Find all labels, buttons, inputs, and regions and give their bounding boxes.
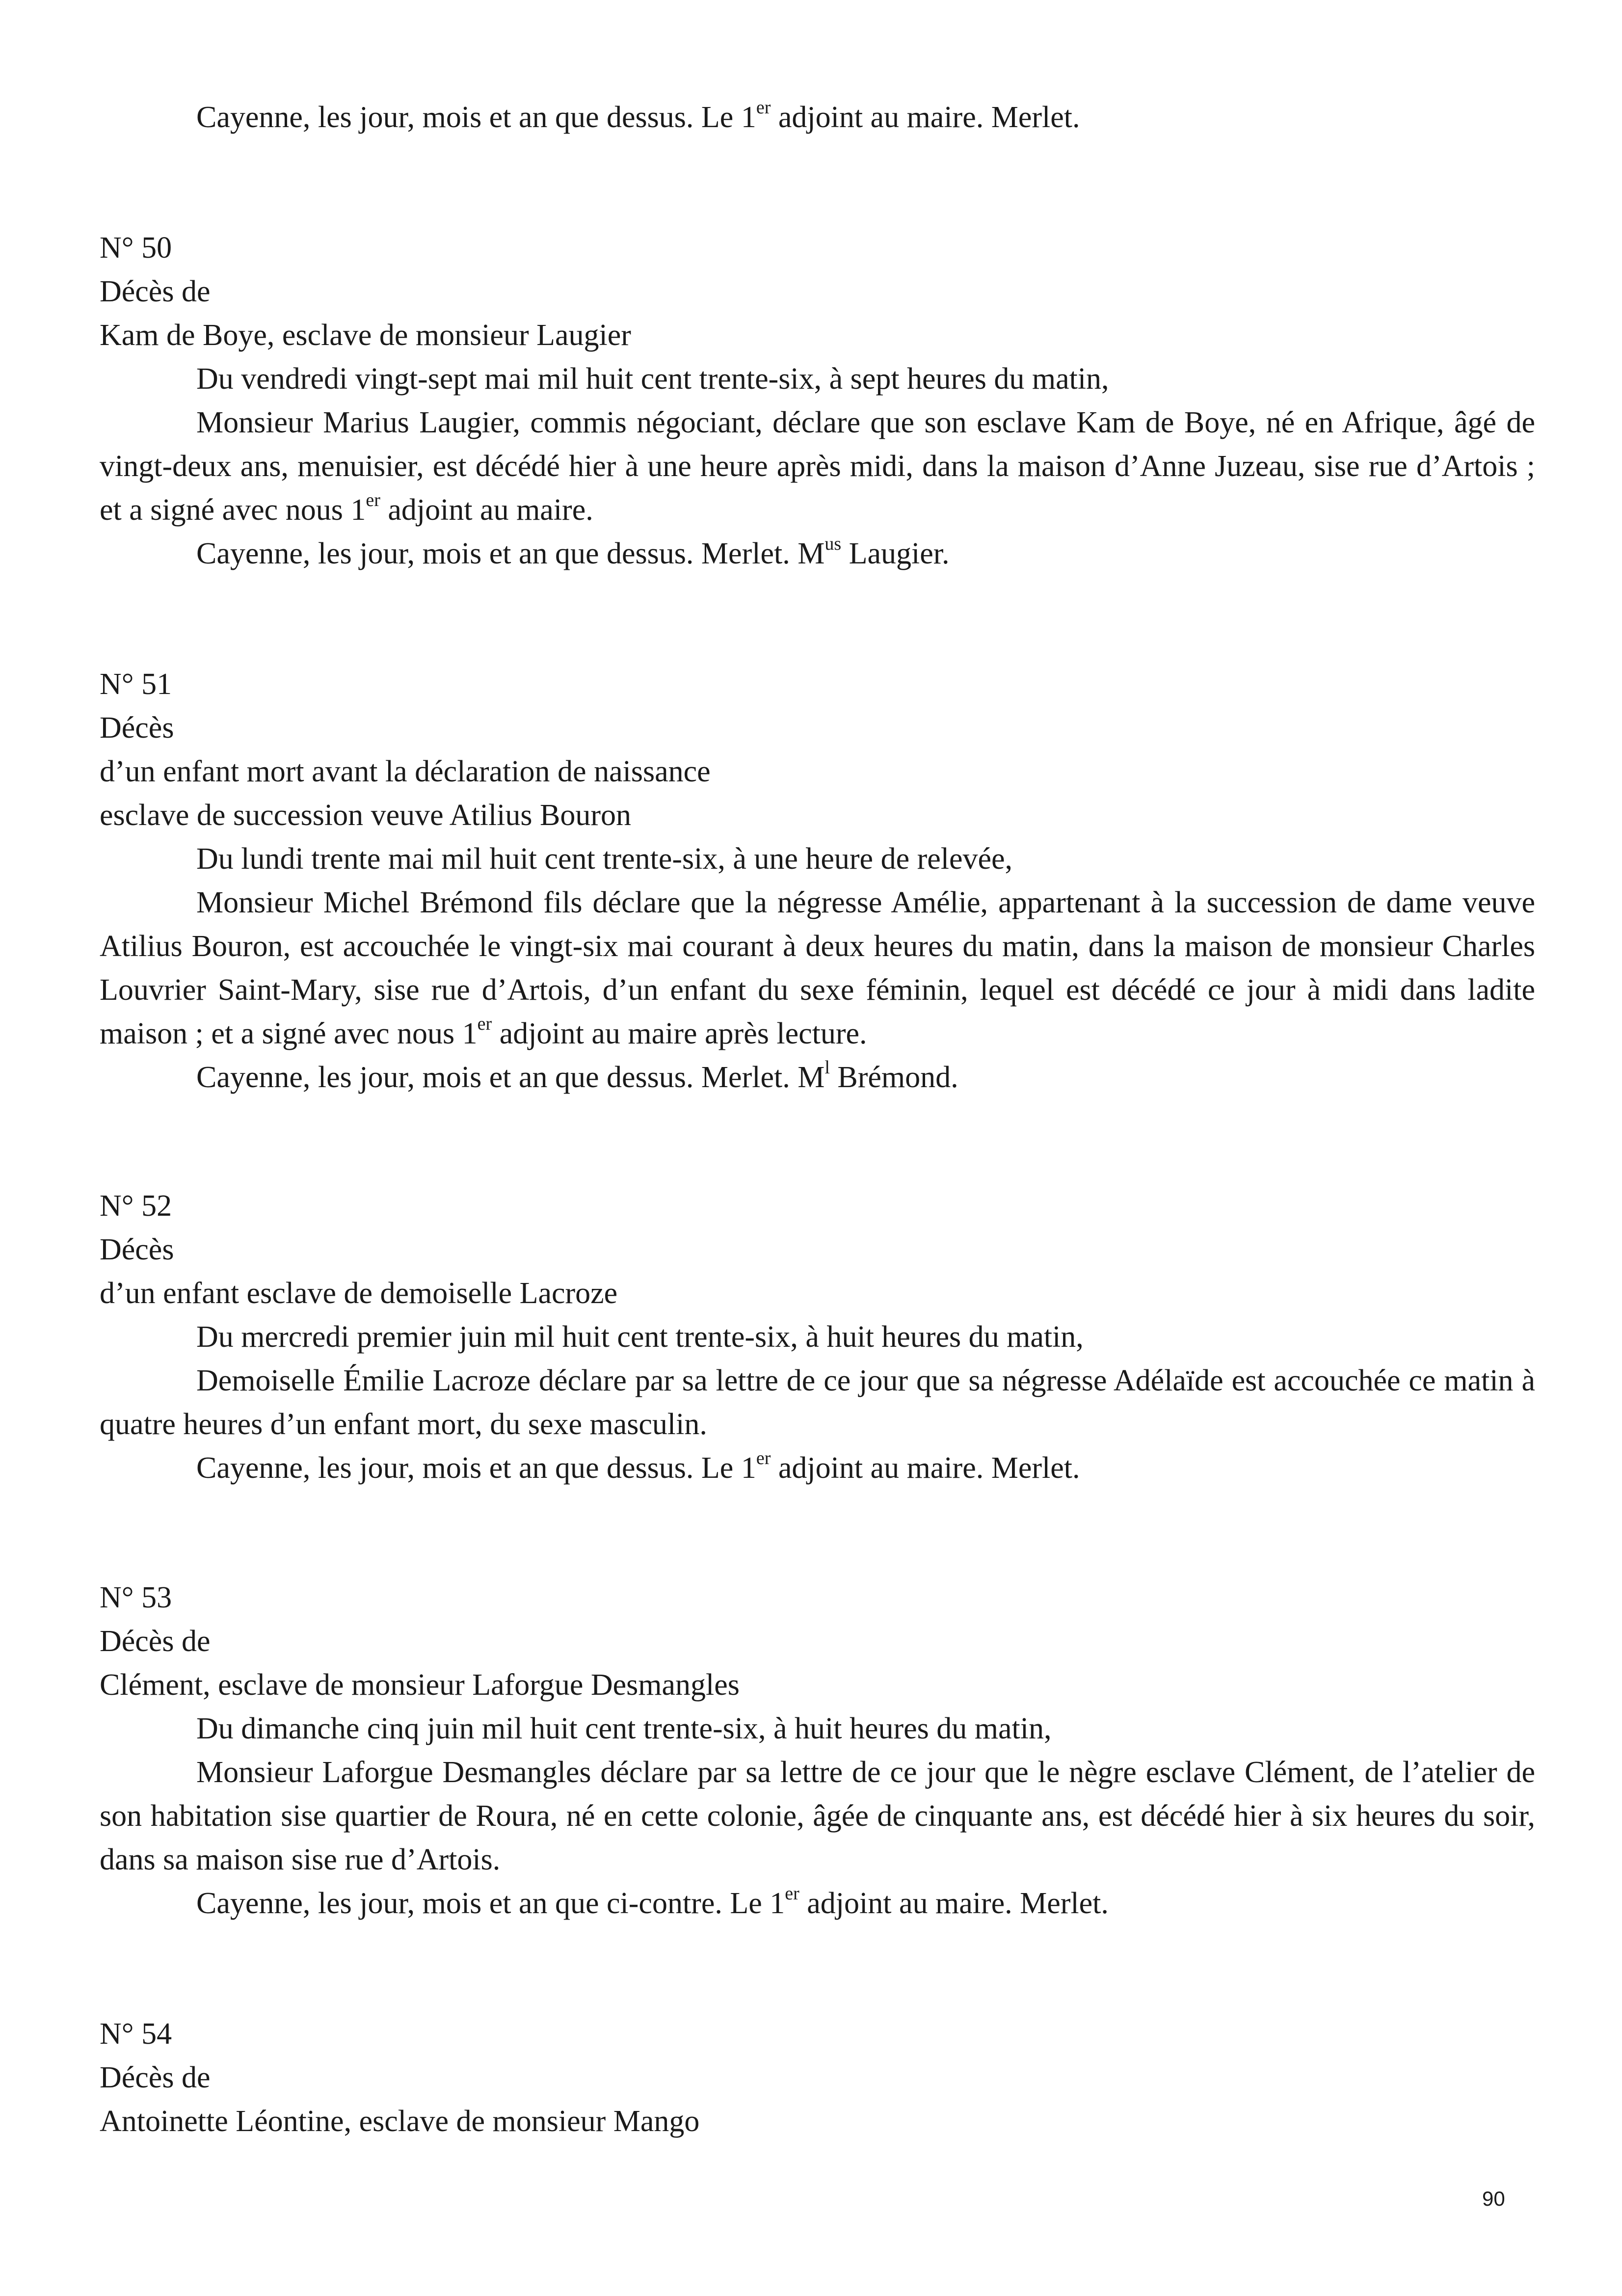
entry-52 — [100, 1184, 1535, 1490]
entry-body — [100, 881, 1535, 1056]
closing-text-end: adjoint au maire. Merlet. — [799, 1887, 1109, 1920]
entry-body-text: Monsieur Laforgue Desmangles déclare par sa lettre de ce jour que le nègre esclave Clément, de l’atelier de son habitation sise quartier de Roura, né en cette colonie, âgée de cinquante ans, est décédé hier à six heures du soir, dans sa maison sise rue d’Artois. — [100, 1756, 1535, 1876]
entry-number: N° 51 — [100, 667, 172, 701]
entry-closing — [100, 1056, 1535, 1099]
closing-text-end: adjoint au maire. Merlet. — [771, 1451, 1080, 1485]
entry-subject: Kam de Boye, esclave de monsieur Laugier — [100, 319, 631, 352]
entry-date-line: Du dimanche cinq juin mil huit cent trente-six, à huit heures du matin, — [196, 1712, 1052, 1745]
entry-body-text: Monsieur Marius Laugier, commis négociant, déclare que son esclave Kam de Boye, né en Afrique, âgé de vingt-deux ans, menuisier, est décédé hier à une heure après midi, dans la maison d’Anne Juzeau, sise rue d’Artois ; et a signé avec nous 1 — [100, 406, 1535, 527]
entry-body — [100, 1751, 1535, 1882]
entry-number: N° 53 — [100, 1581, 172, 1614]
superscript: er — [785, 1883, 799, 1904]
superscript: er — [477, 1014, 492, 1035]
entry-number: N° 50 — [100, 231, 172, 265]
entry-50 — [100, 226, 1535, 576]
entry-body — [100, 1359, 1535, 1446]
closing-text-end: Brémond. — [829, 1061, 958, 1094]
entry-date-line: Du vendredi vingt-sept mai mil huit cent trente-six, à sept heures du matin, — [196, 362, 1109, 396]
entry-closing — [100, 1882, 1535, 1925]
closing-text: Cayenne, les jour, mois et an que dessus. Merlet. M — [196, 537, 825, 570]
entry-body-text: Monsieur Michel Brémond fils déclare que la négresse Amélie, appartenant à la succession de dame veuve Atilius Bouron, est accouchée le vingt-six mai courant à deux heures du matin, dans la maison de monsieur Charles Louvrier Saint-Mary, sise rue d’Artois, d’un enfant du sexe féminin, lequel est décédé ce jour à midi dans ladite maison ; et a signé avec nous 1 — [100, 886, 1535, 1050]
closing-text-end: Laugier. — [841, 537, 950, 570]
entry-body — [100, 401, 1535, 532]
entry-heading: Décès de — [100, 1625, 211, 1658]
opening-closing-block — [100, 96, 1535, 139]
entry-heading: Décès — [100, 711, 174, 745]
entry-heading: Décès de — [100, 2061, 211, 2094]
superscript: er — [756, 1448, 771, 1469]
entry-heading: Décès de — [100, 275, 211, 308]
entry-53 — [100, 1576, 1535, 1925]
closing-text: Cayenne, les jour, mois et an que ci-contre. Le 1 — [196, 1887, 785, 1920]
entry-subject: d’un enfant esclave de demoiselle Lacroze — [100, 1277, 618, 1310]
entry-heading: Décès — [100, 1233, 174, 1266]
entry-closing — [100, 532, 1535, 576]
entry-subject: Antoinette Léontine, esclave de monsieur Mango — [100, 2105, 700, 2138]
entry-date-line: Du lundi trente mai mil huit cent trente-six, à une heure de relevée, — [196, 842, 1013, 876]
closing-line — [100, 96, 1535, 139]
page-number: 90 — [1482, 2187, 1505, 2210]
entry-number: N° 54 — [100, 2017, 172, 2051]
entry-number: N° 52 — [100, 1189, 172, 1223]
entry-subject: Clément, esclave de monsieur Laforgue Desmangles — [100, 1668, 740, 1702]
superscript: er — [366, 490, 380, 511]
closing-text: Cayenne, les jour, mois et an que dessus. Merlet. M — [196, 1061, 825, 1094]
entry-subject: d’un enfant mort avant la déclaration de naissance — [100, 755, 711, 788]
entry-body-text-end: adjoint au maire. — [380, 493, 593, 527]
entry-54 — [100, 2012, 1535, 2143]
entry-date-line: Du mercredi premier juin mil huit cent trente-six, à huit heures du matin, — [196, 1320, 1084, 1354]
entry-body-text: Demoiselle Émilie Lacroze déclare par sa lettre de ce jour que sa négresse Adélaïde est accouchée ce matin à quatre heures d’un enfant mort, du sexe masculin. — [100, 1364, 1535, 1441]
superscript: us — [824, 534, 842, 555]
closing-text: Cayenne, les jour, mois et an que dessus. Le 1 — [196, 101, 756, 134]
superscript: er — [756, 97, 771, 118]
entry-closing — [100, 1446, 1535, 1490]
closing-text-end: adjoint au maire. Merlet. — [771, 101, 1080, 134]
closing-text: Cayenne, les jour, mois et an que dessus. Le 1 — [196, 1451, 756, 1485]
entry-51 — [100, 663, 1535, 1099]
entry-subject: esclave de succession veuve Atilius Bouron — [100, 799, 632, 832]
superscript: l — [824, 1057, 830, 1078]
entry-body-text-end: adjoint au maire après lecture. — [492, 1017, 867, 1050]
